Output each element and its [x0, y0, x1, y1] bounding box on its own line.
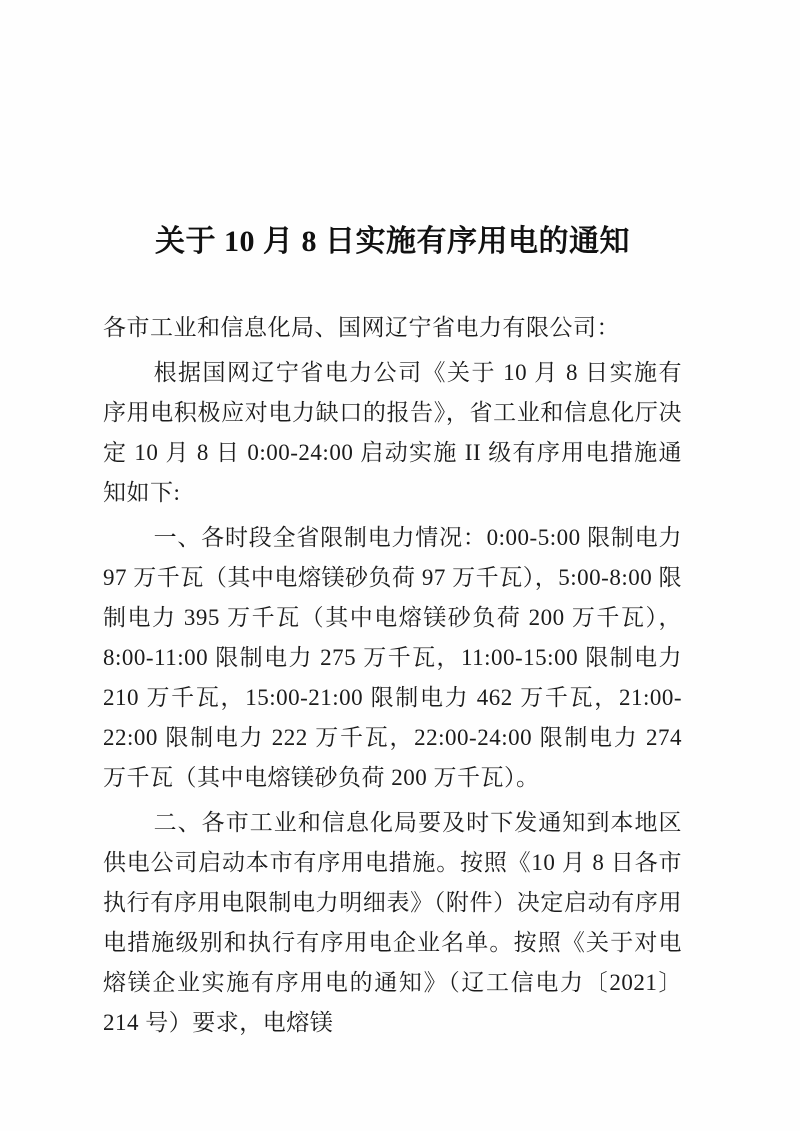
- document-title: 关于 10 月 8 日实施有序用电的通知: [155, 225, 630, 258]
- paragraph-section-1-power-limits: 一、各时段全省限制电力情况：0:00-5:00 限制电力 97 万千瓦（其中电熔镁砂负荷 97 万千瓦），5:00-8:00 限制电力 395 万千瓦（其中电熔镁砂负荷 200 万千瓦），8:00-11:00 限制电力 275 万千瓦，11:00-15:00 限制电力 210 万千瓦，15:00-21:00 限制电力 462 万千瓦，21:00-22:00 限制电力 222 万千瓦，22:00-24:00 限制电力 274 万千瓦（其中电熔镁砂负荷 200 万千瓦）。: [103, 525, 682, 790]
- paragraph-section-2-city-instructions: 二、各市工业和信息化局要及时下发通知到本地区供电公司启动本市有序用电措施。按照《10 月 8 日各市执行有序用电限制电力明细表》（附件）决定启动有序用电措施级别和执行有序用电企业名单。按照《关于对电熔镁企业实施有序用电的通知》（辽工信电力〔2021〕214 号）要求，电熔镁: [103, 810, 682, 1035]
- paragraph-basis: 根据国网辽宁省电力公司《关于 10 月 8 日实施有序用电积极应对电力缺口的报告》，省工业和信息化厅决定 10 月 8 日 0:00-24:00 启动实施 II 级有序用电措施通知如下:: [103, 360, 682, 505]
- salutation-line: 各市工业和信息化局、国网辽宁省电力有限公司：: [103, 315, 620, 340]
